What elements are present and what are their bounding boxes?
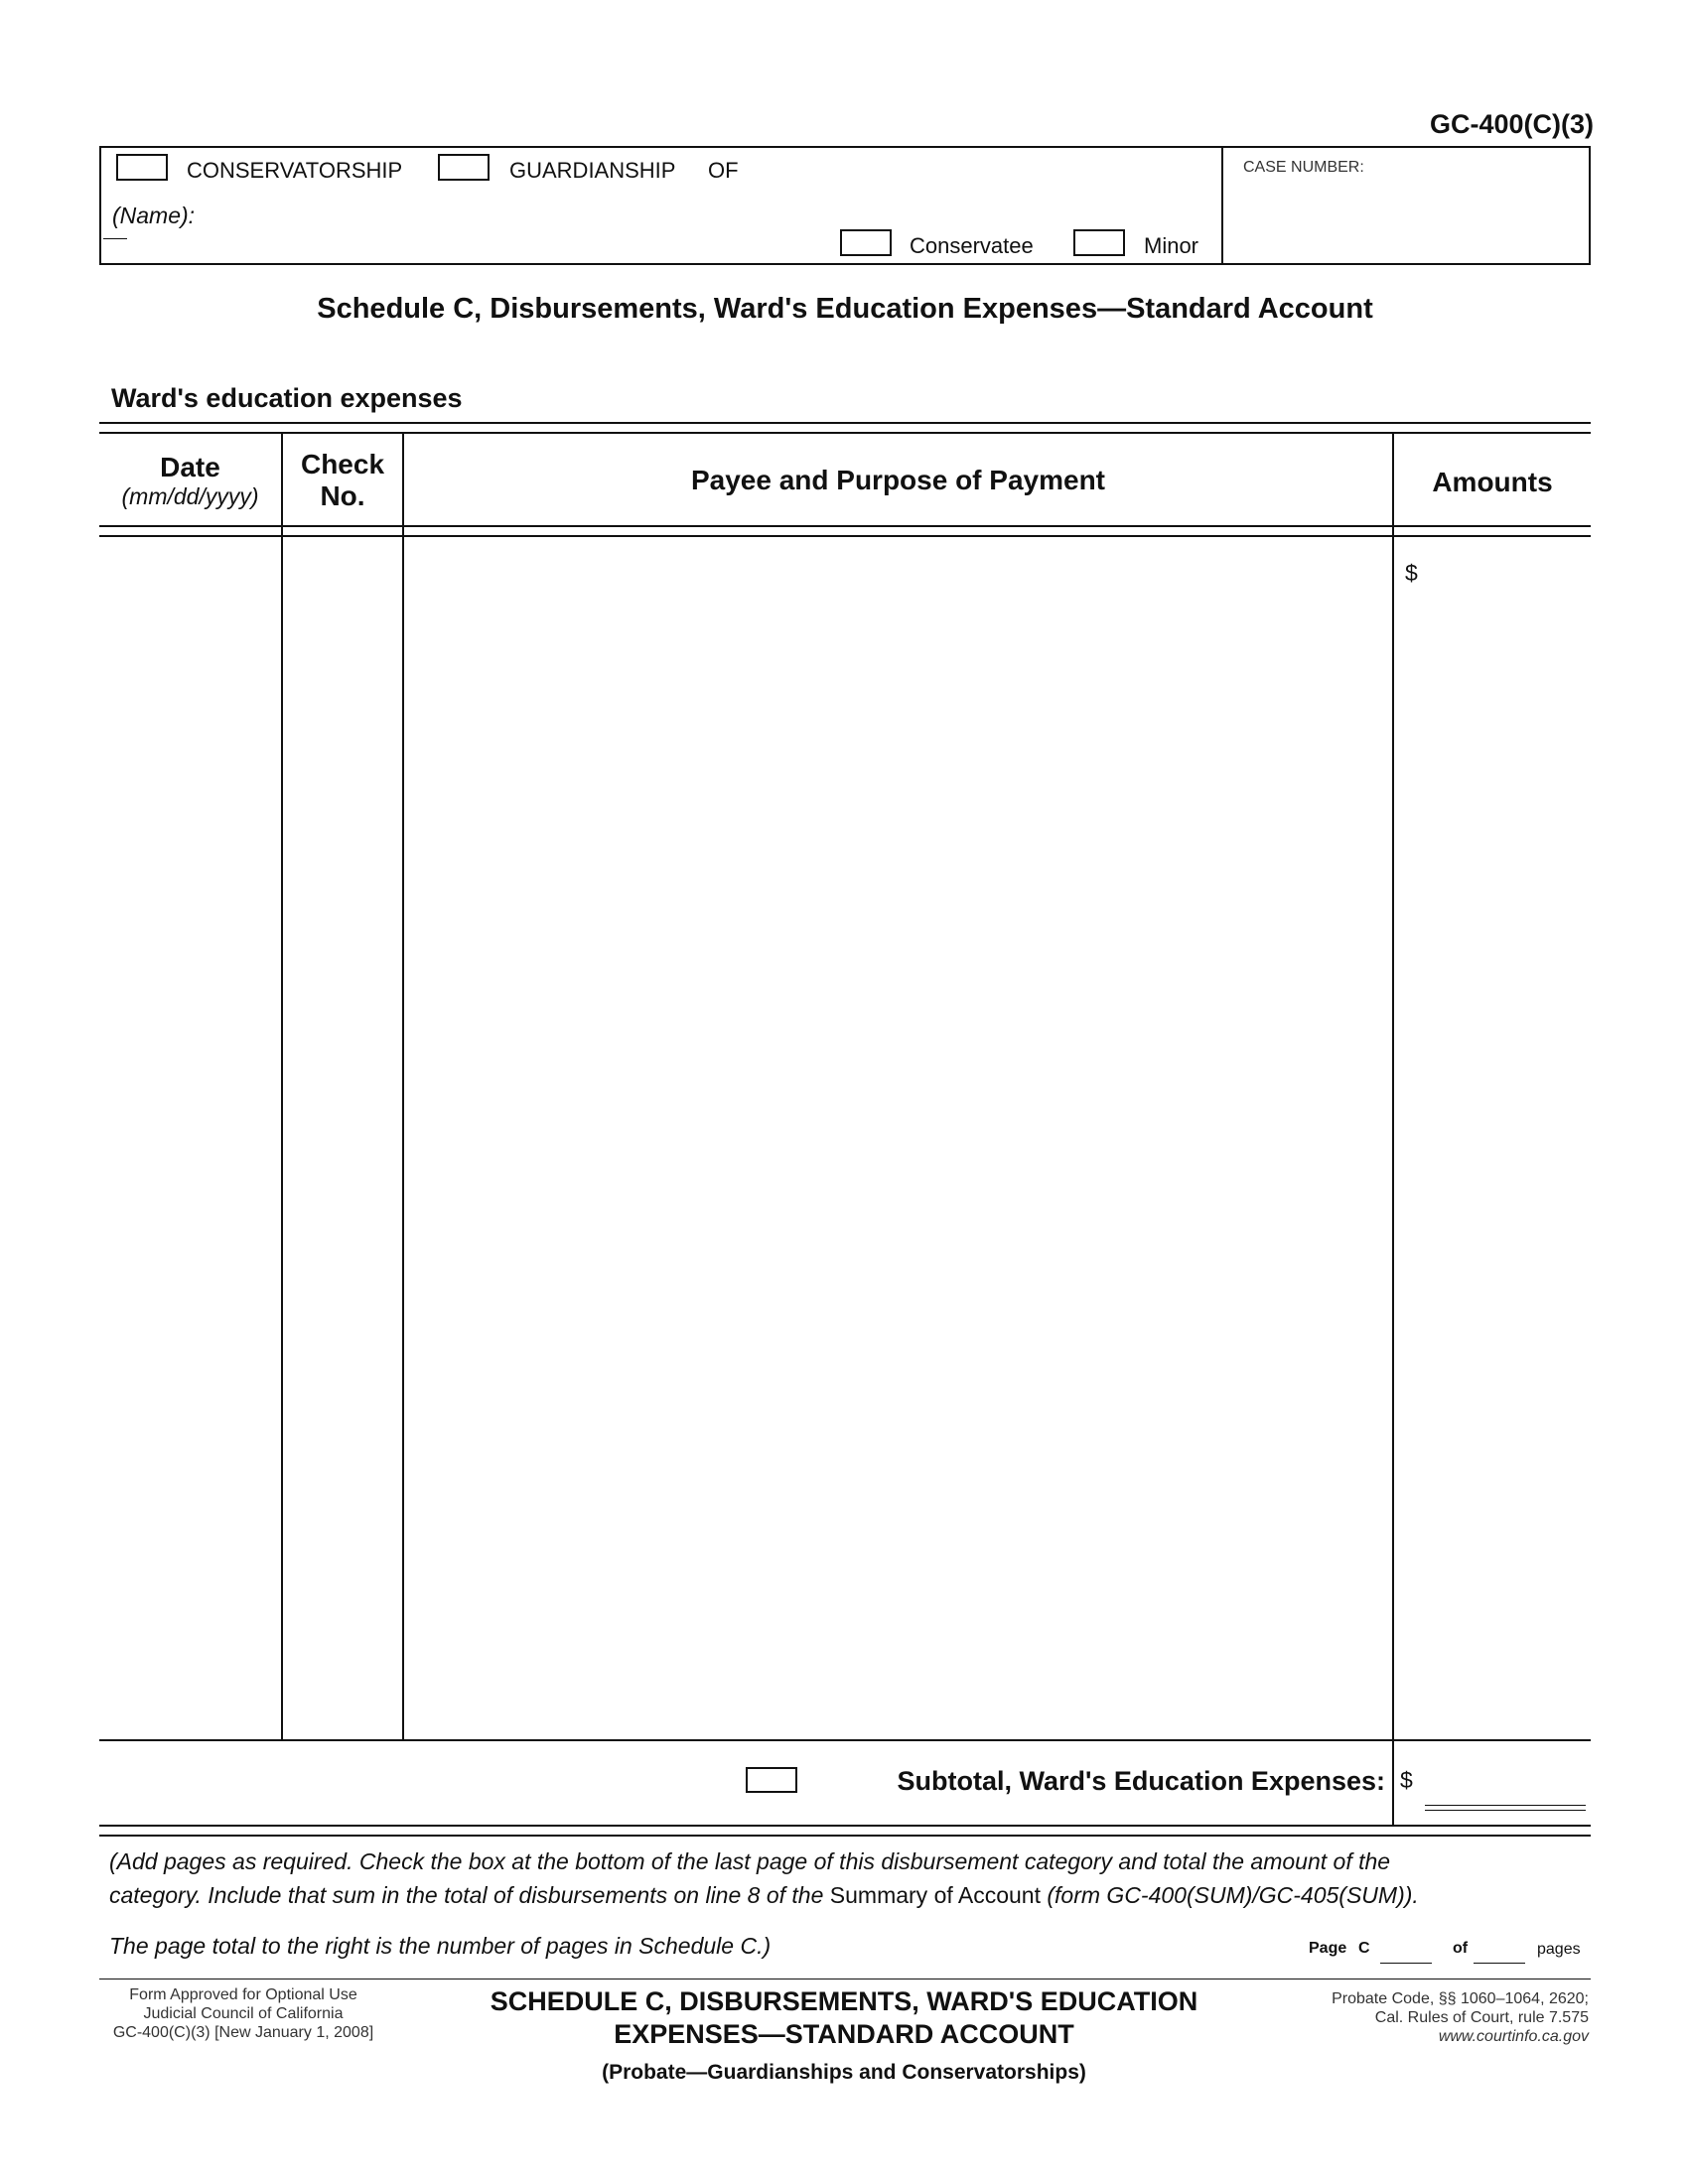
footer-right [1271, 1989, 1589, 2046]
footer-right-line1: Probate Code, §§ 1060–1064, 2620; [1332, 1990, 1589, 2007]
table-top-rule [99, 422, 1591, 424]
amounts-header: Amounts [1432, 467, 1553, 497]
summary-of-account-text: Summary of Account [829, 1882, 1041, 1908]
guardianship-label: GUARDIANSHIP [509, 158, 676, 183]
footer-left-line1: Form Approved for Optional Use [129, 1986, 357, 2003]
subtotal-double-underline [1425, 1805, 1586, 1806]
conservatorship-checkbox[interactable] [116, 154, 168, 181]
footer-center [437, 1985, 1251, 2085]
subtotal-currency-symbol: $ [1400, 1767, 1413, 1793]
of-label: of [1453, 1940, 1469, 1957]
subtotal-bottom-rule-2 [99, 1835, 1591, 1837]
page-number-underline [1380, 1963, 1432, 1964]
page-title: Schedule C, Disbursements, Ward's Education Expenses—Standard Account [317, 293, 1373, 325]
payee-column-input[interactable] [404, 541, 1392, 1732]
amounts-column-input[interactable] [1425, 551, 1584, 1732]
conservatee-label: Conservatee [910, 233, 1034, 258]
conservatee-checkbox[interactable] [840, 229, 892, 256]
courtinfo-link[interactable]: www.courtinfo.ca.gov [1438, 2028, 1589, 2045]
date-header [99, 452, 281, 510]
minor-checkbox[interactable] [1073, 229, 1125, 256]
total-pages-input[interactable] [1474, 1936, 1525, 1962]
caption-divider [1221, 146, 1223, 265]
footer-title-line2: EXPENSES—STANDARD ACCOUNT [614, 2019, 1074, 2049]
total-pages-underline [1474, 1963, 1525, 1964]
name-tick [103, 238, 127, 239]
date-header-label: Date [160, 452, 220, 482]
table-body-bottom-rule [99, 1739, 1591, 1741]
case-number-input[interactable] [1231, 184, 1579, 253]
date-format-label: (mm/dd/yyyy) [121, 483, 259, 509]
subtotal-label: Subtotal, Ward's Education Expenses: [897, 1766, 1385, 1796]
check-header-line2: No. [320, 480, 365, 511]
case-number-label: CASE NUMBER: [1243, 159, 1364, 176]
footer-left-line3: GC-400(C)(3) [New January 1, 2008] [112, 2024, 374, 2041]
check-column-input[interactable] [283, 541, 402, 1732]
footer-title-line1: SCHEDULE C, DISBURSEMENTS, WARD'S EDUCATION [490, 1986, 1198, 2016]
pages-label: pages [1537, 1941, 1581, 1958]
minor-label: Minor [1144, 233, 1199, 258]
header-bottom-rule-2 [99, 535, 1591, 537]
schedule-letter: C [1358, 1940, 1370, 1957]
form-code: GC-400(C)(3) [1429, 109, 1594, 139]
guardianship-checkbox[interactable] [438, 154, 490, 181]
subtotal-bottom-rule [99, 1825, 1591, 1827]
footer-left-line2: Judicial Council of California [143, 2005, 344, 2022]
footer-right-line2: Cal. Rules of Court, rule 7.575 [1374, 2009, 1589, 2026]
name-input[interactable] [216, 199, 1190, 226]
footer-left [99, 1985, 387, 2042]
instructions-line2-a: category. Include that sum in the total of disbursements on line 8 of the [109, 1882, 830, 1908]
table-top-rule-2 [99, 432, 1591, 434]
amounts-column-divider [1392, 434, 1394, 1825]
footer-subtitle: (Probate—Guardianships and Conservatorships) [602, 2061, 1086, 2084]
check-no-header [283, 449, 402, 512]
date-column-input[interactable] [99, 541, 281, 1732]
instructions-line2 [109, 1882, 1419, 1909]
page-number-input[interactable] [1380, 1936, 1432, 1962]
header-bottom-rule [99, 525, 1591, 527]
of-label: OF [708, 158, 739, 183]
last-page-checkbox[interactable] [746, 1767, 797, 1793]
instructions-line1: (Add pages as required. Check the box at the bottom of the last page of this disbursement category and total the amount of the [109, 1848, 1391, 1874]
instructions-line2-c: (form GC-400(SUM)/GC-405(SUM)). [1040, 1882, 1419, 1908]
subtotal-double-underline-2 [1425, 1810, 1586, 1811]
name-label: (Name): [112, 203, 196, 228]
amounts-currency-symbol: $ [1405, 560, 1418, 586]
instructions-line3: The page total to the right is the number of pages in Schedule C.) [109, 1933, 772, 1959]
conservatorship-label: CONSERVATORSHIP [187, 158, 403, 183]
payee-header: Payee and Purpose of Payment [690, 465, 1106, 495]
page-label: Page [1309, 1940, 1347, 1957]
check-header-line1: Check [300, 449, 385, 479]
section-label: Ward's education expenses [111, 383, 463, 413]
subtotal-input[interactable] [1425, 1763, 1584, 1797]
